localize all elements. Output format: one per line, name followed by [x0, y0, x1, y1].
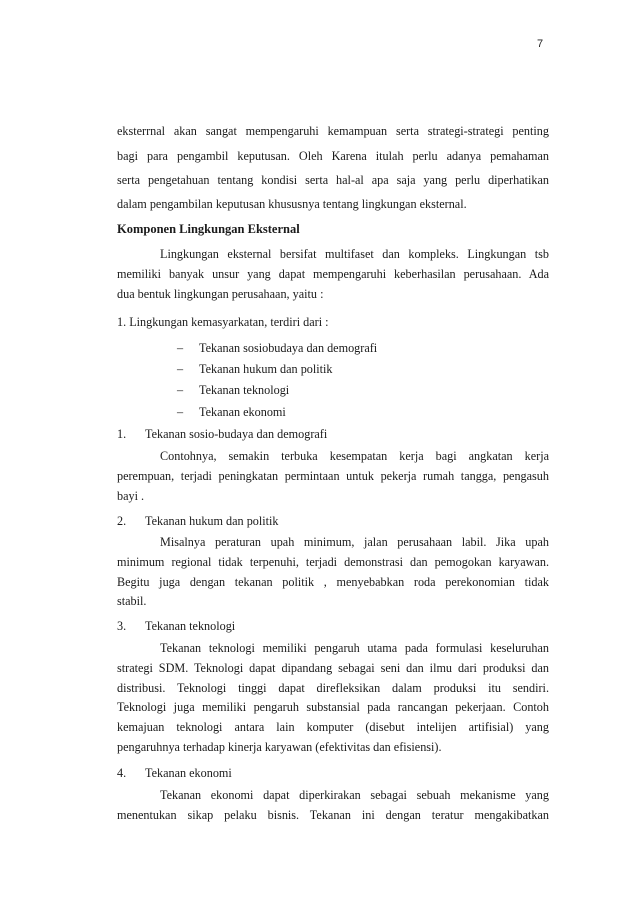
item-line: perempuan, terjadi peningkatan permintaan untuk pekerja rumah tangga, pengasuh — [117, 469, 549, 483]
item-line: Tekanan teknologi memiliki pengaruh utama pada formulasi keseluruhan — [160, 641, 549, 655]
intro-line: serta pengetahuan tentang kondisi serta hal-al apa saja yang perlu diperhatikan — [117, 173, 549, 187]
item-line: Misalnya peraturan upah minimum, jalan perusahaan labil. Jika upah — [160, 535, 549, 549]
bullet-text: Tekanan sosiobudaya dan demografi — [199, 341, 378, 355]
bullet-item — [177, 383, 289, 398]
bullet-item — [177, 362, 333, 377]
item-line: Teknologi juga memiliki pengaruh substansial pada rancangan pekerjaan. Contoh — [117, 700, 549, 714]
item-title — [117, 427, 549, 442]
bullet-text: Tekanan teknologi — [199, 383, 290, 397]
item-title-text: Tekanan hukum dan politik — [145, 514, 279, 528]
item-number: 4. — [117, 766, 127, 780]
bullet-dash: – — [177, 362, 184, 376]
item-title-text: Tekanan sosio-budaya dan demografi — [145, 427, 328, 441]
item-line: minimum regional tidak terpenuhi, terjadi demonstrasi dan pemogokan karyawan. — [117, 555, 549, 569]
section-paragraph-line: dua bentuk lingkungan perusahaan, yaitu : — [117, 287, 324, 301]
item-title — [117, 619, 549, 634]
page-number: 7 — [537, 38, 544, 50]
item-line: Contohnya, semakin terbuka kesempatan kerja bagi angkatan kerja — [160, 449, 549, 463]
bullet-dash: – — [177, 405, 184, 419]
item-line: kemajuan teknologi antara lain komputer (disebut intelijen artifisial) yang — [117, 720, 549, 734]
item-title-text: Tekanan teknologi — [145, 619, 236, 633]
item-number: 3. — [117, 619, 127, 633]
bullet-text: Tekanan ekonomi — [199, 405, 286, 419]
item-line: menentukan sikap pelaku bisnis. Tekanan ini dengan teratur mengakibatkan — [117, 808, 549, 822]
bullet-dash: – — [177, 341, 184, 355]
bullet-dash: – — [177, 383, 184, 397]
list-intro: 1. Lingkungan kemasyarkatan, terdiri dari : — [117, 315, 329, 329]
item-line: strategi SDM. Teknologi dapat dipandang sebagai seni dan ilmu dari produksi dan — [117, 661, 549, 675]
item-line: distribusi. Teknologi tinggi dapat direfleksikan dalam produksi itu sendiri. — [117, 681, 549, 695]
item-line: stabil. — [117, 594, 147, 608]
item-number: 1. — [117, 427, 127, 441]
bullet-text: Tekanan hukum dan politik — [199, 362, 333, 376]
item-line: Tekanan ekonomi dapat diperkirakan sebagai sebuah mekanisme yang — [160, 788, 549, 802]
section-paragraph-line: Lingkungan eksternal bersifat multifaset dan kompleks. Lingkungan tsb — [160, 247, 549, 261]
intro-line: dalam pengambilan keputusan khususnya tentang lingkungan eksternal. — [117, 197, 467, 211]
item-line: bayi . — [117, 489, 145, 503]
section-heading: Komponen Lingkungan Eksternal — [117, 222, 300, 236]
intro-line: eksterrnal akan sangat mempengaruhi kemampuan serta strategi-strategi penting — [117, 124, 549, 138]
item-number: 2. — [117, 514, 127, 528]
intro-line: bagi para pengambil keputusan. Oleh Karena itulah perlu adanya pemahaman — [117, 149, 549, 163]
item-title — [117, 766, 549, 781]
item-line: pengaruhnya terhadap kinerja karyawan (efektivitas dan efisiensi). — [117, 740, 442, 754]
item-line: Begitu juga dengan tekanan politik , menyebabkan roda perekonomian tidak — [117, 575, 549, 589]
bullet-item — [177, 341, 377, 356]
item-title — [117, 514, 549, 529]
bullet-item — [177, 405, 286, 420]
item-title-text: Tekanan ekonomi — [145, 766, 232, 780]
section-paragraph-line: memiliki banyak unsur yang dapat mempengaruhi keberhasilan perusahaan. Ada — [117, 267, 549, 281]
